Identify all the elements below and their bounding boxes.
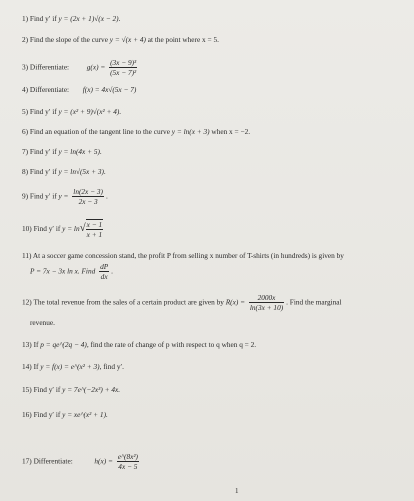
fraction-numerator: ln(2x − 3) — [73, 187, 103, 196]
sqrt-symbol: √ — [79, 222, 86, 235]
fraction-numerator: e^(8x²) — [117, 452, 138, 461]
problem-9 — [22, 187, 108, 206]
problem-3 — [22, 58, 139, 77]
problem-11-line-2 — [30, 262, 113, 281]
problem-expression: y = √(x + 4) — [109, 35, 146, 44]
problem-expression: y = (2x + 1)√(x − 2). — [58, 14, 121, 23]
problem-5 — [22, 107, 121, 116]
problem-8 — [22, 167, 106, 176]
function-name: R(x) = — [225, 297, 247, 307]
problem-11 — [22, 251, 344, 260]
problem-number: 15) — [22, 385, 32, 394]
problem-text: Find y′ if — [33, 410, 63, 419]
problem-text: At a soccer game concession stand, the profit P from selling x number of T-shirts (in hundreds) is given by — [32, 251, 344, 260]
problem-16 — [22, 410, 108, 419]
problem-12-line-2 — [30, 318, 55, 327]
problem-text: Find an equation of the tangent line to the curve — [29, 127, 172, 136]
fraction — [117, 452, 139, 471]
problem-text: Find y′ if — [29, 147, 59, 156]
problem-2 — [22, 35, 219, 44]
problem-number: 5) — [22, 107, 29, 116]
problem-text: Differentiate: — [33, 456, 73, 466]
problem-number: 14) — [22, 362, 32, 371]
problem-6 — [22, 127, 250, 136]
problem-number: 9) — [22, 191, 29, 201]
fraction-numerator: x − 1 — [86, 220, 103, 229]
fraction-denominator: x + 1 — [86, 230, 103, 240]
problem-text: Find y′ if — [29, 14, 59, 23]
problem-text: If — [33, 340, 41, 349]
fraction — [99, 262, 109, 281]
problem-text: Differentiate: — [29, 85, 70, 94]
problem-14 — [22, 362, 124, 371]
problem-number: 13) — [22, 340, 32, 349]
problem-expression: f(x) = 4x√(5x − 7) — [82, 85, 137, 94]
problem-12 — [22, 293, 342, 312]
fraction-denominator: (5x − 7)² — [110, 68, 137, 78]
fraction — [86, 219, 103, 239]
problem-number: 2) — [22, 35, 29, 44]
problem-text: revenue. — [30, 318, 55, 327]
problem-expression: P = 7x − 3x ln x. Find — [30, 266, 98, 276]
problem-text: If — [33, 362, 41, 371]
problem-end: . — [111, 266, 113, 276]
problem-number: 1) — [22, 14, 29, 23]
problem-text: Find y′ if — [29, 107, 59, 116]
problem-text: The total revenue from the sales of a certain product are given by — [33, 297, 226, 307]
problem-10 — [22, 219, 105, 239]
fraction-denominator: ln(3x + 10) — [249, 303, 284, 313]
problem-text-tail: when x = −2. — [209, 127, 251, 136]
fraction — [72, 187, 104, 206]
problem-text-tail: , find the rate of change of p with respect to q when q = 2. — [86, 340, 257, 349]
page-number: 1 — [235, 487, 239, 495]
problem-number: 11) — [22, 251, 32, 260]
problem-text: Differentiate: — [29, 62, 70, 72]
problem-expression: y = ln(4x + 5). — [58, 147, 102, 156]
problem-number: 16) — [22, 410, 32, 419]
problem-17 — [22, 452, 141, 471]
problem-text: Find y′ if — [33, 223, 63, 233]
problem-expression: y = 7e^(−2x³) + 4x. — [62, 385, 121, 394]
problem-text: Find y′ if — [29, 191, 59, 201]
fraction-numerator: dP — [100, 262, 109, 271]
problem-end: . — [105, 191, 108, 201]
problem-expression: y = ln(x + 3) — [171, 127, 210, 136]
function-name: y = — [58, 191, 71, 201]
problem-text-tail: , find y′. — [99, 362, 124, 371]
problem-number: 7) — [22, 147, 29, 156]
problem-expression: y = xe^(x² + 1). — [62, 410, 108, 419]
problem-number: 6) — [22, 127, 29, 136]
problem-15 — [22, 385, 120, 394]
fraction-numerator: (3x − 9)³ — [110, 58, 137, 67]
function-name: h(x) = — [94, 456, 115, 466]
problem-text: Find y′ if — [33, 385, 63, 394]
problem-expression: p = qe^(2q − 4) — [40, 340, 87, 349]
problem-expression: y = (x² + 9)√(x² + 4). — [58, 107, 122, 116]
problem-text-tail: . Find the marginal — [286, 297, 342, 307]
function-name: y = ln — [62, 223, 80, 233]
problem-text: Find the slope of the curve — [29, 35, 110, 44]
fraction-denominator: dx — [100, 272, 108, 282]
problem-number: 12) — [22, 297, 32, 307]
fraction — [249, 293, 284, 312]
problem-number: 17) — [22, 456, 32, 466]
problem-13 — [22, 340, 256, 349]
fraction-denominator: 2x − 3 — [78, 197, 98, 207]
problem-4 — [22, 85, 136, 94]
fraction-denominator: 4x − 5 — [118, 462, 138, 472]
problem-text: Find y′ if — [29, 167, 59, 176]
fraction — [109, 58, 137, 77]
function-name: g(x) = — [86, 62, 108, 72]
fraction-numerator: 2000x — [249, 293, 284, 303]
problem-number: 4) — [22, 85, 29, 94]
problem-expression: y = f(x) = e^(x² + 3) — [40, 362, 100, 371]
problem-number: 8) — [22, 167, 29, 176]
problem-number: 3) — [22, 62, 29, 72]
problem-7 — [22, 147, 102, 156]
problem-number: 10) — [22, 223, 32, 233]
problem-expression: y = ln√(5x + 3). — [58, 167, 106, 176]
problem-text-tail: at the point where x = 5. — [145, 35, 219, 44]
problem-1 — [22, 14, 120, 23]
